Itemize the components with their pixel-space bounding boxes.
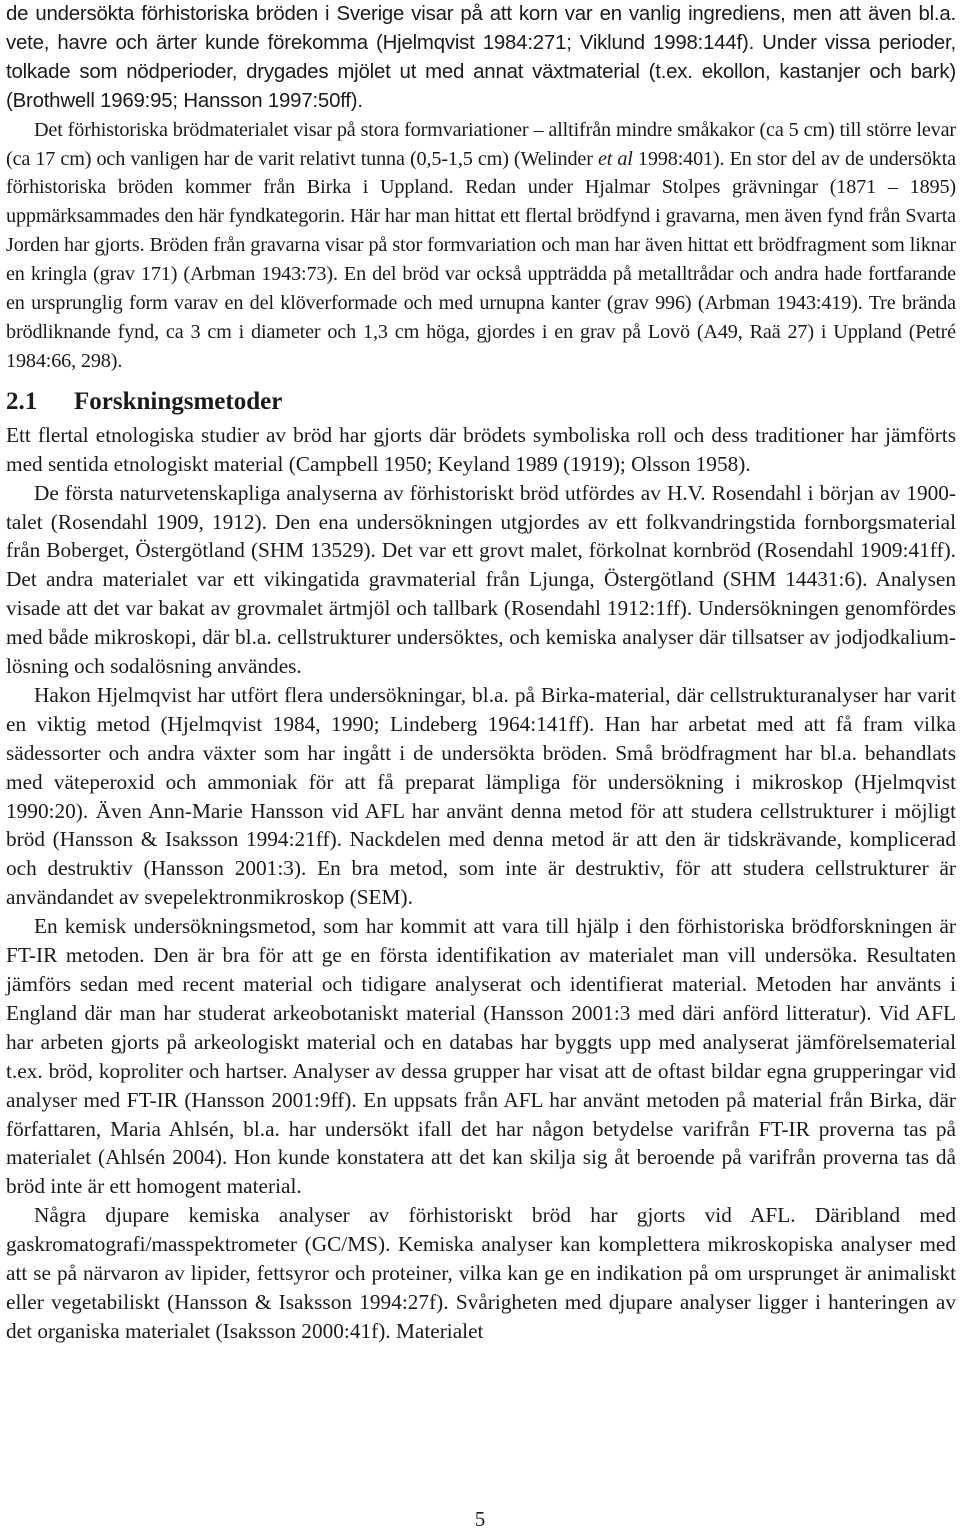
paragraph-hjelmqvist: Hakon Hjelmqvist har utfört flera undersökningar, bl.a. på Birka-material, där cellstrukturanalyser har varit en viktig metod (Hjelmqvist 1984, 1990; Lindeberg 1964:141ff). Han har arbetat med att få fram vilka sädessorter och andra växter som har ingått i de undersökta bröden. Små brödfragment har bl.a. behandlats med väteperoxid och ammoniak för att få preparat lämpliga för undersökning i mikroskop (Hjelmqvist 1990:20). Även Ann-Marie Hansson vid AFL har använt denna metod för att studera cellstrukturer i möjligt bröd (Hansson & Isaksson 1994:21ff). Nackdelen med denna metod är att den är tidskrävande, komplicerad och destruktiv (Hansson 2001:3). En bra metod, som inte är destruktiv, för att studera cellstrukturer är användandet av svepelektronmikroskop (SEM). [6, 682, 956, 910]
section-title: Forskningsmetoder [74, 387, 283, 415]
bread-forms-text-2: 1998:401). En stor del av de undersökta förhistoriska bröden kommer från Birka i Uppland. Redan under Hjalmar Stolpes grävningar (1871 – 1895) uppmärksammades den här fyndkategorin. Här har man hittat ett flertal brödfynd i gravarna, men även fynd från Svarta Jorden har gjorts. Bröden från gravarna visar på stor formvariation och man har även hittat ett brödfragment som liknar en kringla (grav 171) (Arbman 1943:73). En del bröd var också uppträdda på metalltrådar och andra hade fortfarande en ursprunglig form varav en del klöverformade och med urnupna kanter (grav 996) (Arbman 1943:419). Tre brända brödliknande fynd, ca 3 cm i diameter och 1,3 cm höga, gjordes i en grav på Lovö (A49, Raä 27) i Uppland (Petré 1984:66, 298). [6, 147, 956, 372]
paragraph-bread-forms [6, 116, 956, 376]
paragraph-intro-sans: de undersökta förhistoriska bröden i Sverige visar på att korn var en vanlig ingrediens, men att även bl.a. vete, havre och ärter kunde förekomma (Hjelmqvist 1984:271; Viklund 1998:144f). Under vissa perioder, tolkade som nödperioder, drygades mjölet ut med annat växtmaterial (t.ex. ekollon, kastanjer och bark) (Brothwell 1969:95; Hansson 1997:50ff). [6, 3, 956, 112]
et-al-italic: et al [597, 147, 633, 170]
paragraph-ftir: En kemisk undersökningsmetod, som har kommit att vara till hjälp i den förhistoriska brödforskningen är FT-IR metoden. Den är bra för att ge en första identifikation av materialet man vill undersöka. Resultaten jämförs sedan med recent material och tidigare analyserat och identifierat material. Metoden har använts i England där man har studerat arkeobotaniskt material (Hansson 2001:3 med däri anförd litteratur). Vid AFL har arbeten gjorts på arkeologiskt material och en databas har byggts upp med analyserat jämförelsematerial t.ex. bröd, koproliter och hartser. Analyser av dessa grupper har visat att de oftast bildar egna grupperingar vid analyser med FT-IR (Hansson 2001:9ff). En uppsats från AFL har använt metoden på material från Birka, där författaren, Maria Ahlsén, bl.a. har undersökt ifall det har någon betydelse varifrån FT-IR proverna tas på materialet (Ahlsén 2004). Hon kunde konstatera att det kan skilja sig åt beroende på varifrån proverna tas då bröd inte är ett homogent material. [6, 914, 956, 1199]
bread-forms-text-1: Det förhistoriska brödmaterialet visar på stora formvariationer – alltifrån mindre småkakor (ca 5 cm) till större levar (ca 17 cm) och vanligen har de varit relativt tunna (0,5-1,5 cm) (Welinder [6, 118, 956, 170]
paragraph-gcms: Några djupare kemiska analyser av förhistoriskt bröd har gjorts vid AFL. Däribland med gaskromatografi/masspektrometer (GC/MS). Kemiska analyser kan komplettera mikroskopiska analyser med att se på närvaron av lipider, fettsyror och proteiner, vilka kan ge en indikation på om ursprunget är animaliskt eller vegetabiliskt (Hansson & Isaksson 1994:27f). Svårigheten med djupare analyser ligger i hanteringen av det organiska materialet (Isaksson 2000:41f). Materialet [6, 1203, 956, 1343]
document-page [6, 0, 956, 1346]
paragraph-rosendahl: De första naturvetenskapliga analyserna av förhistoriskt bröd utfördes av H.V. Rosendahl i början av 1900-talet (Rosendahl 1909, 1912). Den ena undersökningen utgjordes av ett folkvandringstida fornborgsmaterial från Boberget, Östergötland (SHM 13529). Det var ett grovt malet, förkolnat kornbröd (Rosendahl 1909:41ff). Det andra materialet var ett vikingatida gravmaterial från Ljunga, Östergötland (SHM 14431:6). Analysen visade att det var bakat av grovmalet ärtmjöl och tallbark (Rosendahl 1912:1ff). Undersökningen genomfördes med både mikroskopi, där bl.a. cellstrukturer undersöktes, och kemiska analyser där tillsatser av jodjodkaliumlösning och sodalösning användes. [6, 480, 956, 679]
page-number: 5 [474, 1507, 486, 1531]
section-heading [6, 387, 956, 417]
paragraph-ethnology: Ett flertal etnologiska studier av bröd har gjorts där brödets symboliska roll och dess traditioner har jämförts med sentida etnologiskt material (Campbell 1950; Keyland 1989 (1919); Olsson 1958). [6, 422, 956, 476]
section-number: 2.1 [6, 387, 38, 415]
